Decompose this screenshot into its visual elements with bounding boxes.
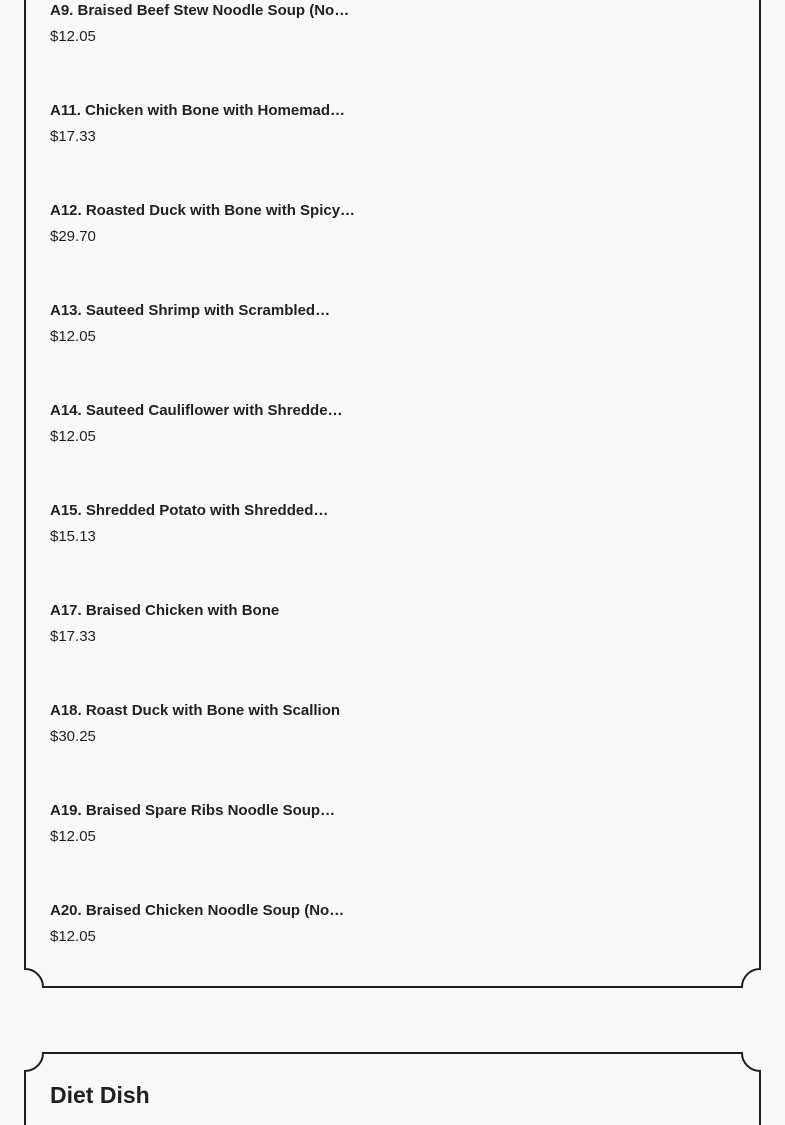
menu-item[interactable] — [50, 101, 370, 147]
menu-item-price: $12.05 — [50, 828, 96, 845]
menu-item[interactable] — [50, 701, 370, 747]
menu-item-name: A13. Sauteed Shrimp with Scrambled… — [50, 302, 331, 319]
menu-item[interactable] — [50, 801, 370, 847]
section-title-diet-dish: Diet Dish — [50, 1082, 150, 1108]
menu-item-name: A14. Sauteed Cauliflower with Shredde… — [50, 402, 343, 419]
menu-item-price: $12.05 — [50, 328, 96, 345]
menu-item[interactable] — [50, 901, 370, 947]
menu-item[interactable] — [50, 601, 370, 647]
menu-item[interactable] — [50, 501, 370, 547]
menu-item-price: $29.70 — [50, 228, 96, 245]
menu-item-price: $12.05 — [50, 928, 96, 945]
menu-item-price: $12.05 — [50, 428, 96, 445]
menu-item[interactable] — [50, 401, 370, 447]
menu-item-name: A20. Braised Chicken Noodle Soup (No… — [50, 902, 345, 919]
menu-item-price: $17.33 — [50, 628, 96, 645]
menu-item[interactable] — [50, 201, 370, 247]
menu-item[interactable] — [50, 1, 370, 47]
menu-item[interactable] — [50, 301, 370, 347]
menu-item-name: A11. Chicken with Bone with Homemad… — [50, 102, 346, 119]
menu-item-name: A9. Braised Beef Stew Noodle Soup (No… — [50, 2, 350, 19]
menu-item-name: A12. Roasted Duck with Bone with Spicy… — [50, 202, 356, 219]
menu-item-name: A18. Roast Duck with Bone with Scallion — [50, 702, 341, 719]
menu-item-price: $17.33 — [50, 128, 96, 145]
menu-item-name: A19. Braised Spare Ribs Noodle Soup… — [50, 802, 336, 819]
menu-item-name: A17. Braised Chicken with Bone — [50, 602, 280, 619]
menu-item-name: A15. Shredded Potato with Shredded… — [50, 502, 329, 519]
menu-item-price: $12.05 — [50, 28, 96, 45]
menu-item-price: $30.25 — [50, 728, 96, 745]
menu-item-price: $15.13 — [50, 528, 96, 545]
